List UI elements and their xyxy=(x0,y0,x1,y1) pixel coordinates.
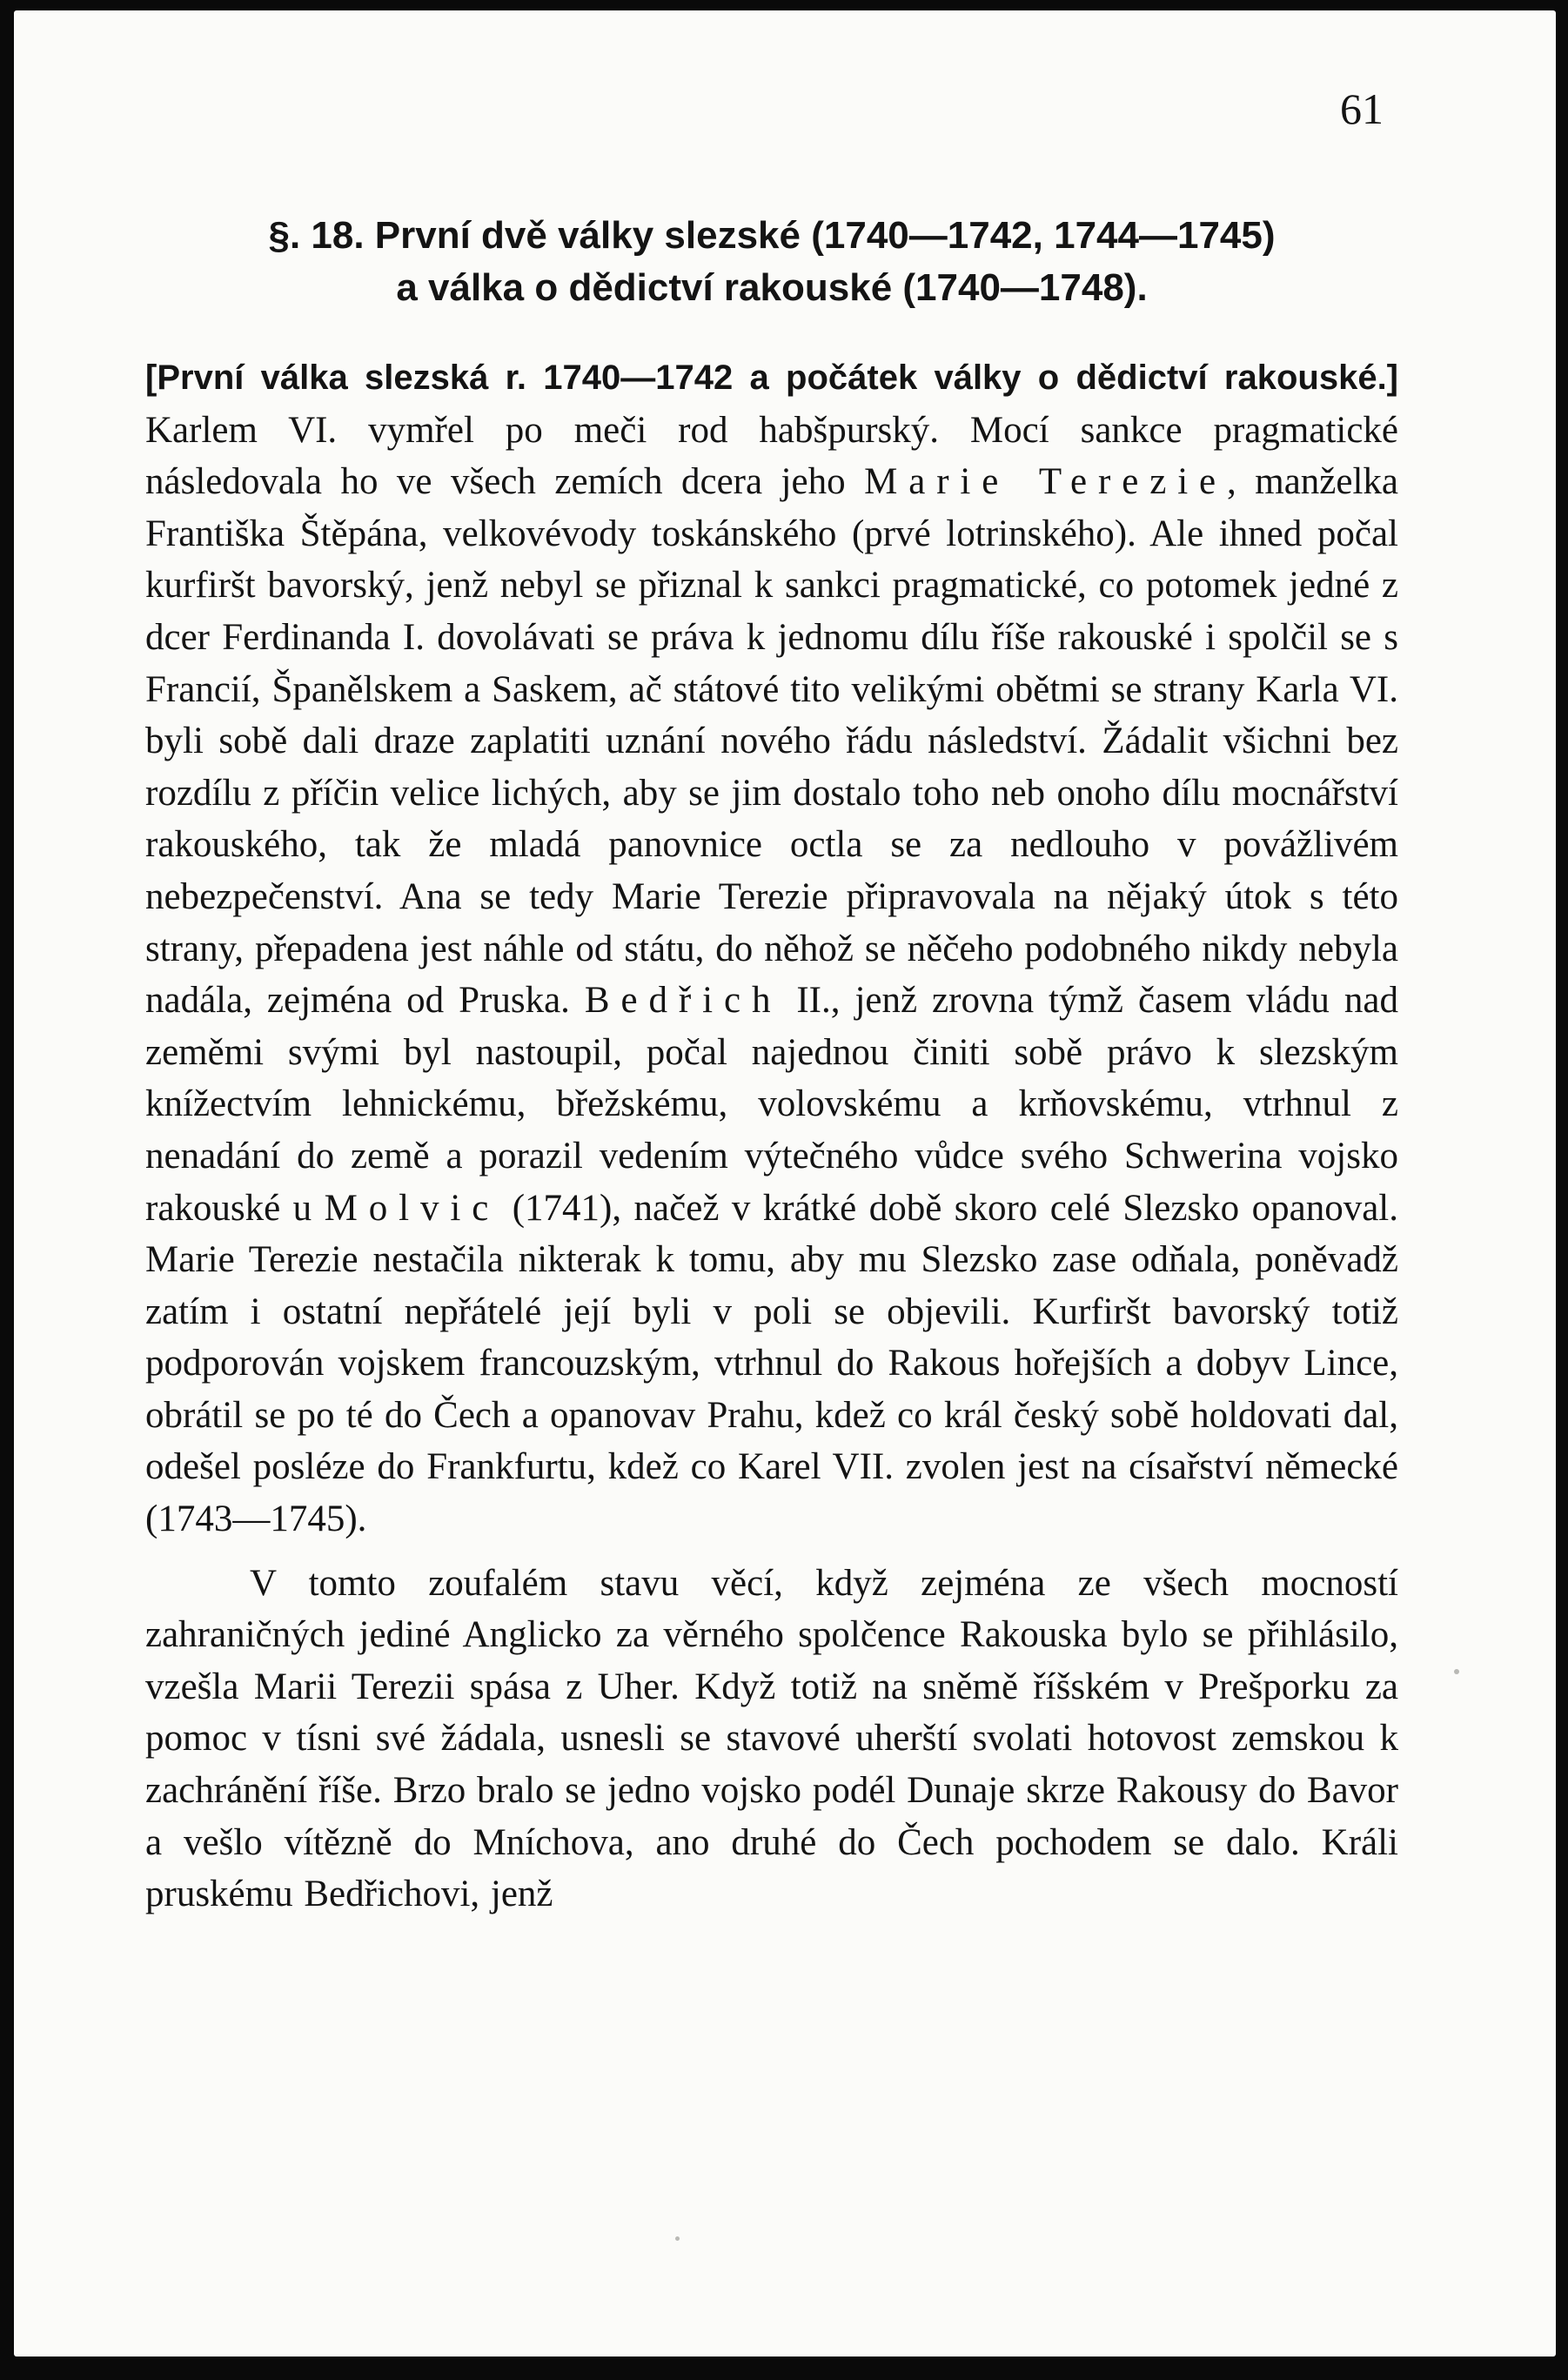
paragraph-1-text-b: , manželka Františka Štěpána, velkovévody toskánského (prvé lotrinského). Ale ihned počal kurfiršt bavorský, jenž nebyl se přiznal k sankci pragmatické, co potomek jedné z dcer Ferdinanda I. dovolávati se práva k jednomu dílu říše rakouské i spolčil se s Francií, Španělskem a Saskem, ač státové tito velikými obětmi se strany Karla VI. byli sobě dali draze zaplatiti uznání nového řádu následství. Žádalit všichni bez rozdílu z příčin velice lichých, aby se jim dostalo toho neb onoho dílu mocnářství rakouského, tak že mladá panovnice octla se za nedlouho v povážlivém nebezpečenství. Ana se tedy Marie Terezie připravovala na nějaký útok s této strany, přepadena jest náhle od státu, do něhož se něčeho podobného nikdy nebyla nadála, zejména od Pruska. xyxy=(145,461,1398,1022)
paragraph-1-lead-title: [První válka slezská r. 1740—1742 a počátek války o dědictví rakouské.] xyxy=(145,359,1398,397)
name-bedrich: Bedřich xyxy=(584,980,782,1022)
name-marie-terezie: Marie Terezie xyxy=(864,461,1228,503)
paragraph-2: V tomto zoufalém stavu věcí, když zejména ze všech mocností zahraničných jediné Anglicko za věrného spolčence Rakouska bylo se přihlásilo, vzešla Marii Terezii spása z Uher. Když totiž na sněmě říšském v Prešporku za pomoc v tísni své žádala, usnesli se stavové uherští svolati hotovost zemskou k zachránění říše. Brzo bralo se jedno vojsko podél Dunaje skrze Rakousy do Bavor a vešlo vítězně do Mníchova, ano druhé do Čech pochodem se dalo. Králi pruskému Bedřichovi, jenž xyxy=(145,1562,1398,1915)
page-number: 61 xyxy=(1340,84,1384,133)
section-heading-line-1: §. 18. První dvě války slezské (1740—1742, 1744—1745) xyxy=(268,214,1276,257)
paragraph-1-text-c: II., jenž zrovna týmž časem vládu nad zeměmi svými byl nastoupil, počal najednou činiti sobě právo k slezským knížectvím lehnickému, břežskému, volovskému a krňovskému, vtrhnul z nenadání do země a porazil vedením výtečného vůdce svého Schwerina vojsko rakouské u xyxy=(145,980,1398,1229)
book-page xyxy=(14,10,1556,2357)
paper-speck xyxy=(1454,1669,1459,1674)
paragraph-1-text-a: Karlem VI. vymřel po meči rod habšpurský. Mocí sankce pragmatické následovala ho ve všech zemích dcera jeho xyxy=(145,409,1398,503)
paper-speck xyxy=(675,2236,680,2241)
paragraph-1-text-d: (1741), načež v krátké době skoro celé Slezsko opanoval. Marie Terezie nestačila nikterak k tomu, aby mu Slezsko zase odňala, poněvadž zatím i ostatní nepřátelé její byli v poli se objevili. Kurfiršt bavorský totiž podporován vojskem francouzským, vtrhnul do Rakous hořejších a dobyv Lince, obrátil se po té do Čech a opanovav Prahu, kdež co král český sobě holdovati dal, odešel posléze do Frankfurtu, kdež co Karel VII. zvolen jest na císařství německé (1743—1745). xyxy=(145,1187,1398,1540)
text-block xyxy=(145,209,1398,1921)
place-molvic: Molvic xyxy=(324,1187,500,1229)
paragraph-1 xyxy=(145,352,1398,1545)
section-heading xyxy=(145,209,1398,315)
section-heading-line-2: a válka o dědictví rakouské (1740—1748). xyxy=(396,266,1148,309)
